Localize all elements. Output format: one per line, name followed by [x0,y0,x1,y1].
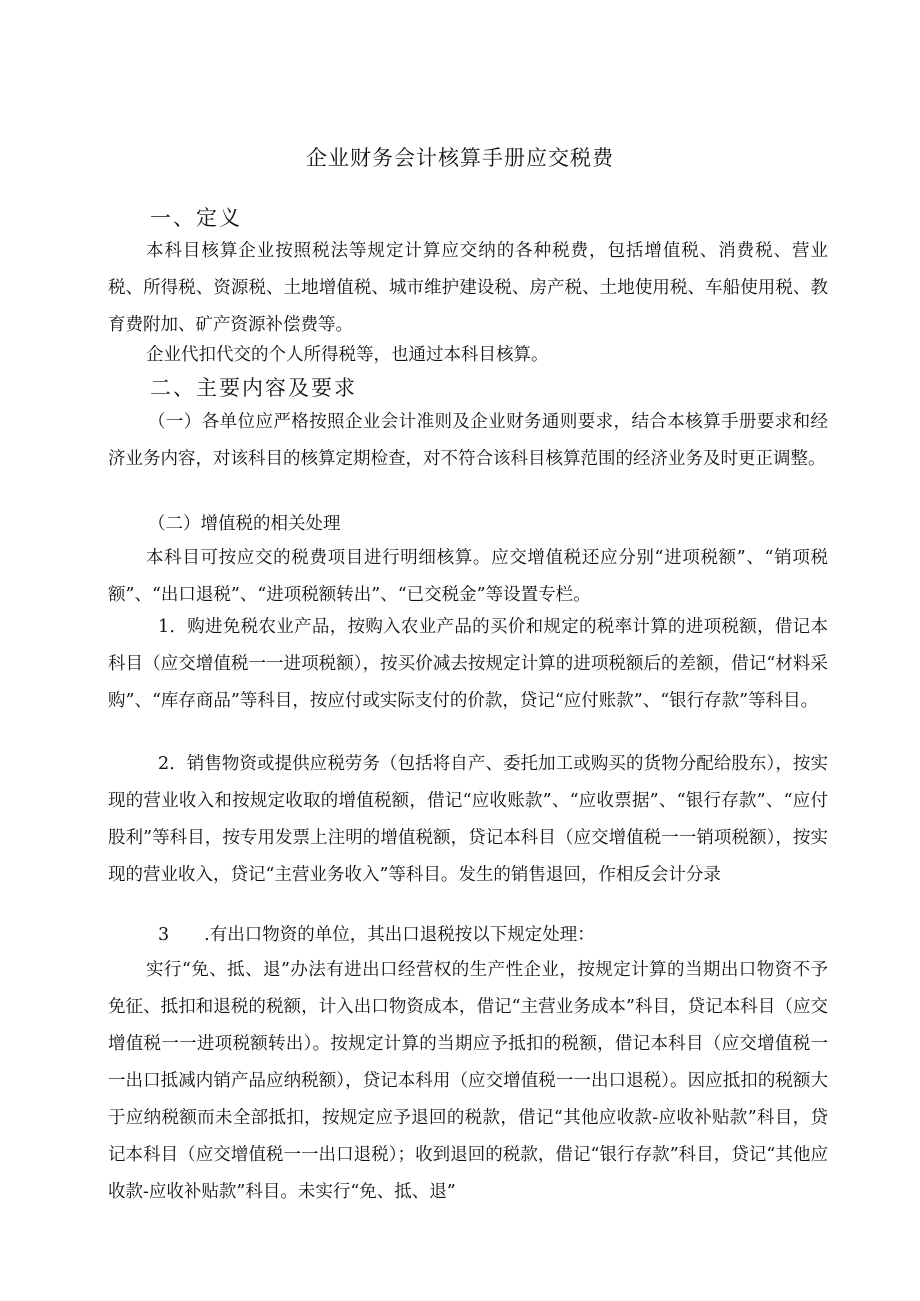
vat-intro-paragraph: 本科目可按应交的税费项目进行明细核算。应交增值税还应分别“进项税额”、“销项税额”、“出口退税”、“进项税额转出”、“已交税金”等设置专栏。 [108,548,828,605]
vat-point-3-detail: 实行“免、抵、退”办法有进出口经营权的生产性企业，按规定计算的当期出口物资不予免征、抵扣和退税的税额，计入出口物资成本，借记“主营业务成本”科目，贷记本科目（应交增值税一一进项税额转出）。按规定计算的当期应予抵扣的税额，借记本科目（应交增值税一一出口抵减内销产品应纳税额），贷记本科用（应交增值税一一出口退税）。因应抵扣的税额大于应纳税额而未全部抵扣，按规定应予退回的税款，借记“其他应收款-应收补贴款”科目，贷记本科目（应交增值税一一出口退税）；收到退回的税款，借记“银行存款”科目，贷记“其他应收款-应收补贴款”科目。未实行“免、抵、退” [108,960,828,1202]
section-heading-definition: 一、定义 [150,206,242,230]
vat-point-3: 3 .有出口物资的单位，其出口退税按以下规定处理： [158,925,595,945]
vat-subheading: （二）增值税的相关处理 [148,514,341,534]
section-heading-content: 二、主要内容及要求 [150,376,357,400]
requirement-item-1: （一）各单位应严格按照企业会计准则及企业财务通则要求，结合本核算手册要求和经济业务内容，对该科目的核算定期检查，对不符合该科目核算范围的经济业务及时更正调整。 [108,412,828,469]
document-title: 企业财务会计核算手册应交税费 [306,146,614,170]
definition-paragraph-withholding: 企业代扣代交的个人所得税等，也通过本科目核算。 [146,345,549,365]
vat-point-1: 1．购进免税农业产品，按购入农业产品的买价和规定的税率计算的进项税额，借记本科目（应交增值税一一进项税额），按买价减去按规定计算的进项税额后的差额，借记“材料采购”、“库存商品”等科目，按应付或实际支付的价款，贷记“应付账款”、“银行存款”等科目。 [108,617,828,711]
vat-point-2: 2．销售物资或提供应税劳务（包括将自产、委托加工或购买的货物分配给股东），按实现的营业收入和按规定收取的增值税额，借记“应收账款”、“应收票据”、“银行存款”、“应付股利”等科目，按专用发票上注明的增值税额，贷记本科目（应交增值税一一销项税额），按实现的营业收入，贷记“主营业务收入”等科目。发生的销售退回，作相反会计分录 [108,754,828,885]
definition-paragraph: 本科目核算企业按照税法等规定计算应交纳的各种税费，包括增值税、消费税、营业税、所得税、资源税、土地增值税、城市维护建设税、房产税、土地使用税、车船使用税、教育费附加、矿产资源补偿费等。 [108,241,828,335]
